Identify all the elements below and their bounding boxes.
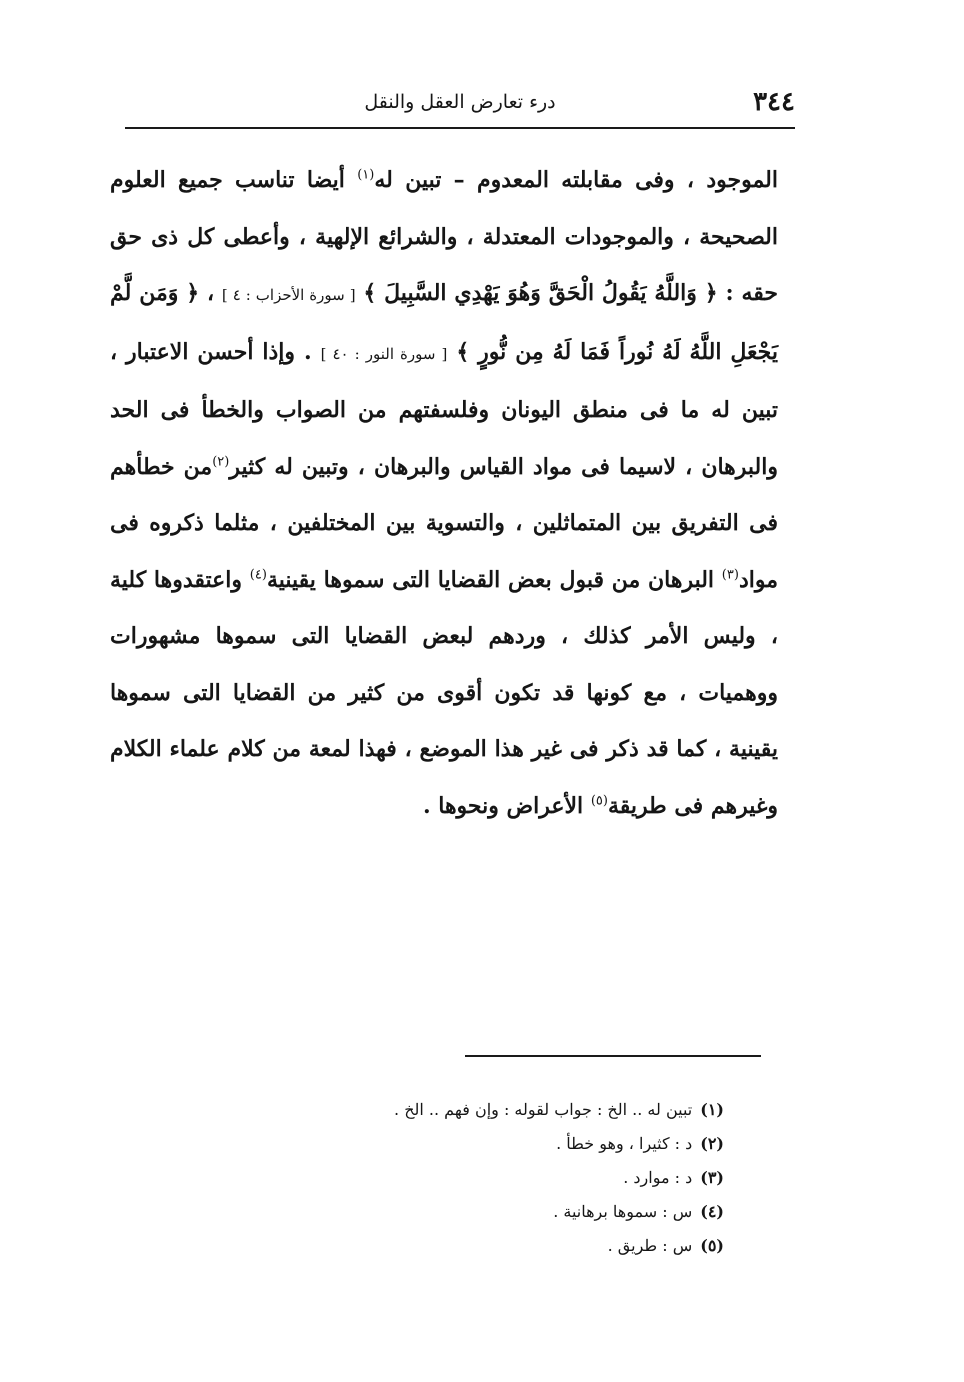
footnote (244, 1229, 724, 1263)
body-text-segment: الموجود ، وفى مقابلته المعدوم – تبين له (374, 167, 778, 193)
surah-reference: [ سورة النور : ٤٠ ] (320, 344, 448, 363)
footnote (244, 1127, 724, 1161)
footnote (244, 1195, 724, 1229)
footnote-text: د : موارد . (623, 1168, 693, 1187)
body-text-segment: ، (199, 280, 222, 306)
quran-verse: ﴿ وَاللَّهُ يَقُولُ الْحَقَّ وَهُوَ يَهْدِي السَّبِيلَ ﴾ (363, 280, 718, 306)
footnote-marker: (٤) (249, 567, 267, 583)
body-text-segment: من خطأهم فى التفريق بين المتماثلين ، والتسوية بين المختلفين ، مثلما ذكروه فى مواد (110, 453, 778, 593)
footnote (244, 1093, 724, 1127)
footnotes-list (244, 1093, 724, 1263)
footnote-number: (٥) (700, 1236, 724, 1255)
footnote-text: د : كثيرا ، وهو خطأ . (556, 1134, 693, 1153)
surah-reference: [ سورة الأحزاب : ٤ ] (221, 286, 356, 304)
footnote (244, 1161, 724, 1195)
page-header (125, 82, 795, 122)
body-text-segment: البرهان من قبول بعض القضايا التى سموها يقينية (266, 566, 722, 593)
footnote-rule (465, 1055, 761, 1057)
body-text-segment: . وإذا أحسن الاعتبار ، تبين له ما فى منطق اليونان وفلسفتهم من الصواب والخطأ فى الحد والبرهان ، لاسيما فى مواد القياس والبرهان ، وتبين له كثير (110, 338, 778, 480)
body-text-segment: الأعراض ونحوها . (422, 792, 591, 819)
body-text-segment: أيضا تناسب جميع العلوم الصحيحة ، والموجودات المعتدلة ، والشرائع الإلهية ، وأعطى كل ذى حق حقه : (110, 167, 778, 306)
quran-verse: ﴿ وَمَن لَّمْ يَجْعَلِ اللَّهُ لَهُ نُوراً فَمَا لَهُ مِن نُّورٍ ﴾ (110, 280, 778, 365)
footnote-number: (٣) (700, 1168, 724, 1187)
footnote-number: (٤) (700, 1202, 724, 1221)
body-paragraph (110, 152, 778, 834)
footnote-marker: (١) (357, 167, 375, 183)
footnote-number: (١) (700, 1100, 724, 1119)
footnote-text: س : سموها برهانية . (553, 1202, 693, 1221)
body-text-segment: واعتقدوها كلية ، وليس الأمر كذلك ، وردهم لبعض القضايا التى سموها مشهورات ووهميات ، مع كونها قد تكون أقوى من كثير من القضايا التى سموها يقينية ، كما قد ذكر فى غير هذا الموضع ، فهذا لمعة من كلام علماء الكلام وغيرهم فى طريقة (110, 566, 778, 819)
footnote-marker: (٥) (590, 793, 608, 809)
footnote-text: س : طريق . (607, 1236, 693, 1255)
footnote-marker: (٣) (721, 567, 739, 583)
footnote-text: تبين له .. الخ : جواب لقوله : وإن فهم .. الخ . (394, 1100, 693, 1119)
page-number: ٣٤٤ (753, 87, 795, 117)
footnote-number: (٢) (700, 1134, 724, 1153)
footnote-marker: (٢) (212, 454, 230, 470)
header-rule (125, 127, 795, 129)
running-title: درء تعارض العقل والنقل (364, 91, 556, 113)
